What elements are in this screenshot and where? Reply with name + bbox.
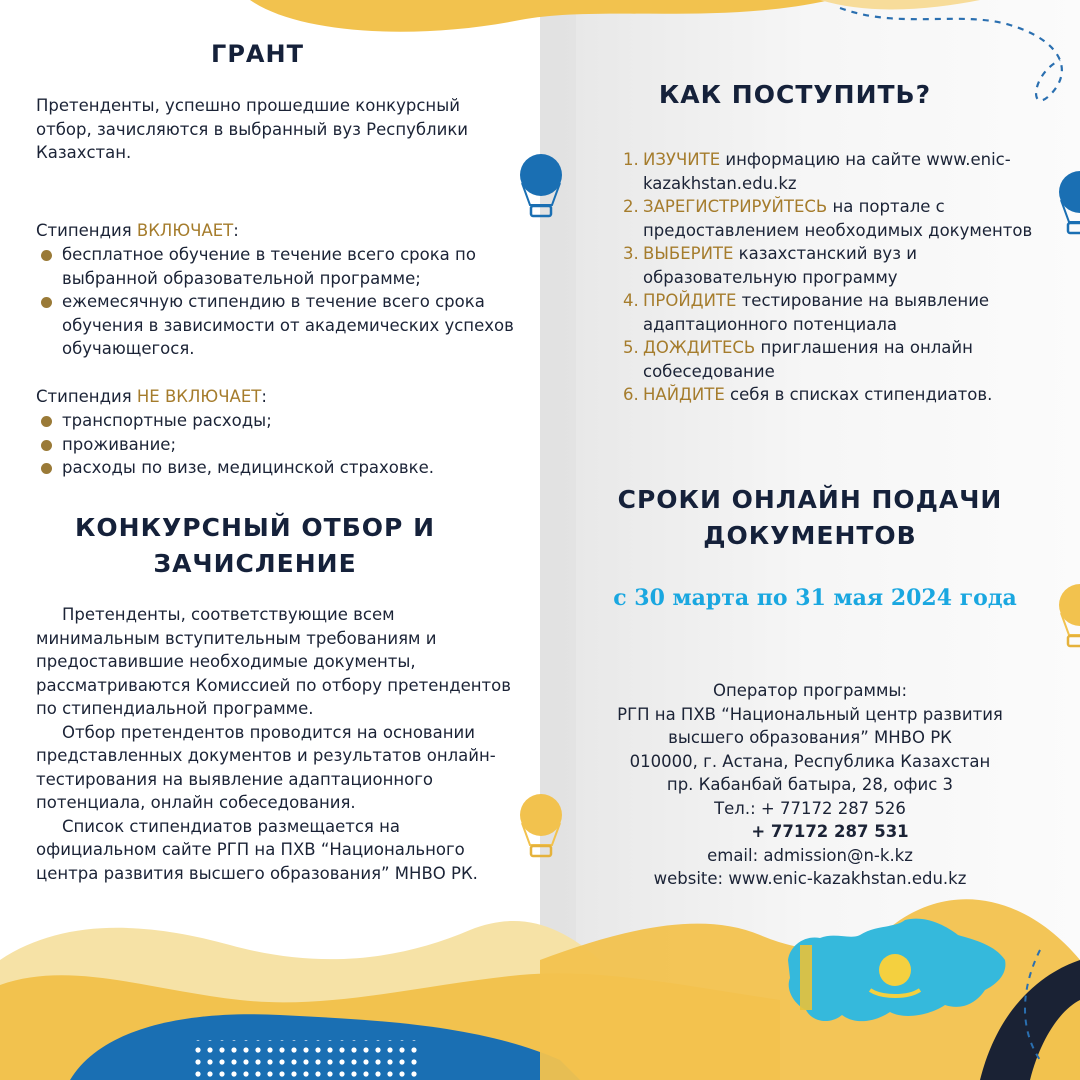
operator-line: пр. Кабанбай батыра, 28, офис 3 <box>666 775 954 794</box>
excludes-label <box>36 385 516 409</box>
step-number: 4. <box>623 291 639 310</box>
step-accent: ПРОЙДИТЕ <box>643 291 737 310</box>
step-item <box>623 242 1043 289</box>
email-line[interactable]: email: admission@n-k.kz <box>707 845 913 865</box>
list-item: проживание; <box>36 433 526 457</box>
step-number: 5. <box>623 338 639 357</box>
phone-line: Тел.: + 77172 287 526 <box>714 798 906 818</box>
step-text: приглашения на онлайн собеседование <box>643 338 973 381</box>
selection-paragraph: Претенденты, соответствующие всем минимальным вступительным требованиям и предоставившие необходимые документы, рассматриваются Комиссией по отбору претендентов по стипендиальной программе. <box>36 605 511 718</box>
list-item: расходы по визе, медицинской страховке. <box>36 456 526 480</box>
operator-line: 010000, г. Астана, Республика Казахстан <box>629 751 991 771</box>
apply-heading: КАК ПОСТУПИТЬ? <box>658 80 932 109</box>
step-item <box>623 383 1043 407</box>
list-item: бесплатное обучение в течение всего срока по выбранной образовательной программе; <box>36 243 526 290</box>
step-accent: ДОЖДИТЕСЬ <box>643 338 756 357</box>
operator-line: высшего образования” МНВО РК <box>668 728 952 747</box>
step-text: себя в списках стипендиатов. <box>724 385 993 404</box>
includes-list <box>36 243 526 361</box>
selection-paragraph: Список стипендиатов размещается на официальном сайте РГП на ПХВ “Национального центра развития высшего образования” МНВО РК. <box>36 816 478 883</box>
website-line[interactable]: website: www.enic-kazakhstan.edu.kz <box>653 869 967 888</box>
step-number: 1. <box>623 150 639 169</box>
operator-contact <box>560 679 1060 891</box>
includes-accent: ВКЛЮЧАЕТ <box>136 221 234 240</box>
list-item: транспортные расходы; <box>36 409 526 433</box>
selection-heading: КОНКУРСНЫЙ ОТБОР И ЗАЧИСЛЕНИЕ <box>74 513 435 578</box>
step-text: тестирование на выявление адаптационного потенциала <box>643 291 990 334</box>
selection-text <box>36 603 518 885</box>
includes-label <box>36 219 516 243</box>
step-item <box>623 336 1043 383</box>
excludes-suffix: : <box>261 387 267 406</box>
list-item: ежемесячную стипендию в течение всего срока обучения в зависимости от академических успехов обучающегося. <box>36 290 526 361</box>
includes-suffix: : <box>233 221 239 240</box>
step-item <box>623 195 1043 242</box>
grant-intro: Претенденты, успешно прошедшие конкурсный отбор, зачисляются в выбранный вуз Республики Казахстан. <box>36 96 469 162</box>
deadlines-dates: с 30 марта по 31 мая 2024 года <box>613 585 1017 611</box>
bottom-dot-pattern <box>190 1040 420 1080</box>
operator-line: РГП на ПХВ “Национальный центр развития <box>617 704 1003 724</box>
step-item <box>623 289 1043 336</box>
step-number: 2. <box>623 197 639 216</box>
apply-steps <box>623 148 1043 407</box>
step-number: 3. <box>623 244 639 263</box>
includes-prefix: Стипендия <box>36 221 137 240</box>
excludes-prefix: Стипендия <box>36 387 137 406</box>
deadlines-heading: СРОКИ ОНЛАЙН ПОДАЧИ ДОКУМЕНТОВ <box>617 485 1003 550</box>
selection-paragraph: Отбор претендентов проводится на основании представленных документов и результатов онлайн-тестирования на выявление адаптационного потенциала, онлайн собеседования. <box>36 722 496 812</box>
grant-heading: ГРАНТ <box>211 40 304 68</box>
phone-line-2: + 77172 287 531 <box>751 822 909 841</box>
step-text: информацию на сайте www.enic-kazakhstan.edu.kz <box>643 150 1011 193</box>
step-accent: ЗАРЕГИСТРИРУЙТЕСЬ <box>643 197 828 216</box>
step-accent: НАЙДИТЕ <box>643 385 725 404</box>
excludes-accent: НЕ ВКЛЮЧАЕТ <box>136 387 262 406</box>
step-accent: ИЗУЧИТЕ <box>643 150 721 169</box>
operator-line: Оператор программы: <box>712 681 908 700</box>
step-text: на портале с предоставлением необходимых документов <box>643 197 1033 240</box>
step-item <box>623 148 1043 195</box>
step-number: 6. <box>623 385 639 404</box>
step-accent: ВЫБЕРИТЕ <box>643 244 734 263</box>
excludes-list <box>36 409 526 480</box>
step-text: казахстанский вуз и образовательную программу <box>643 244 917 287</box>
